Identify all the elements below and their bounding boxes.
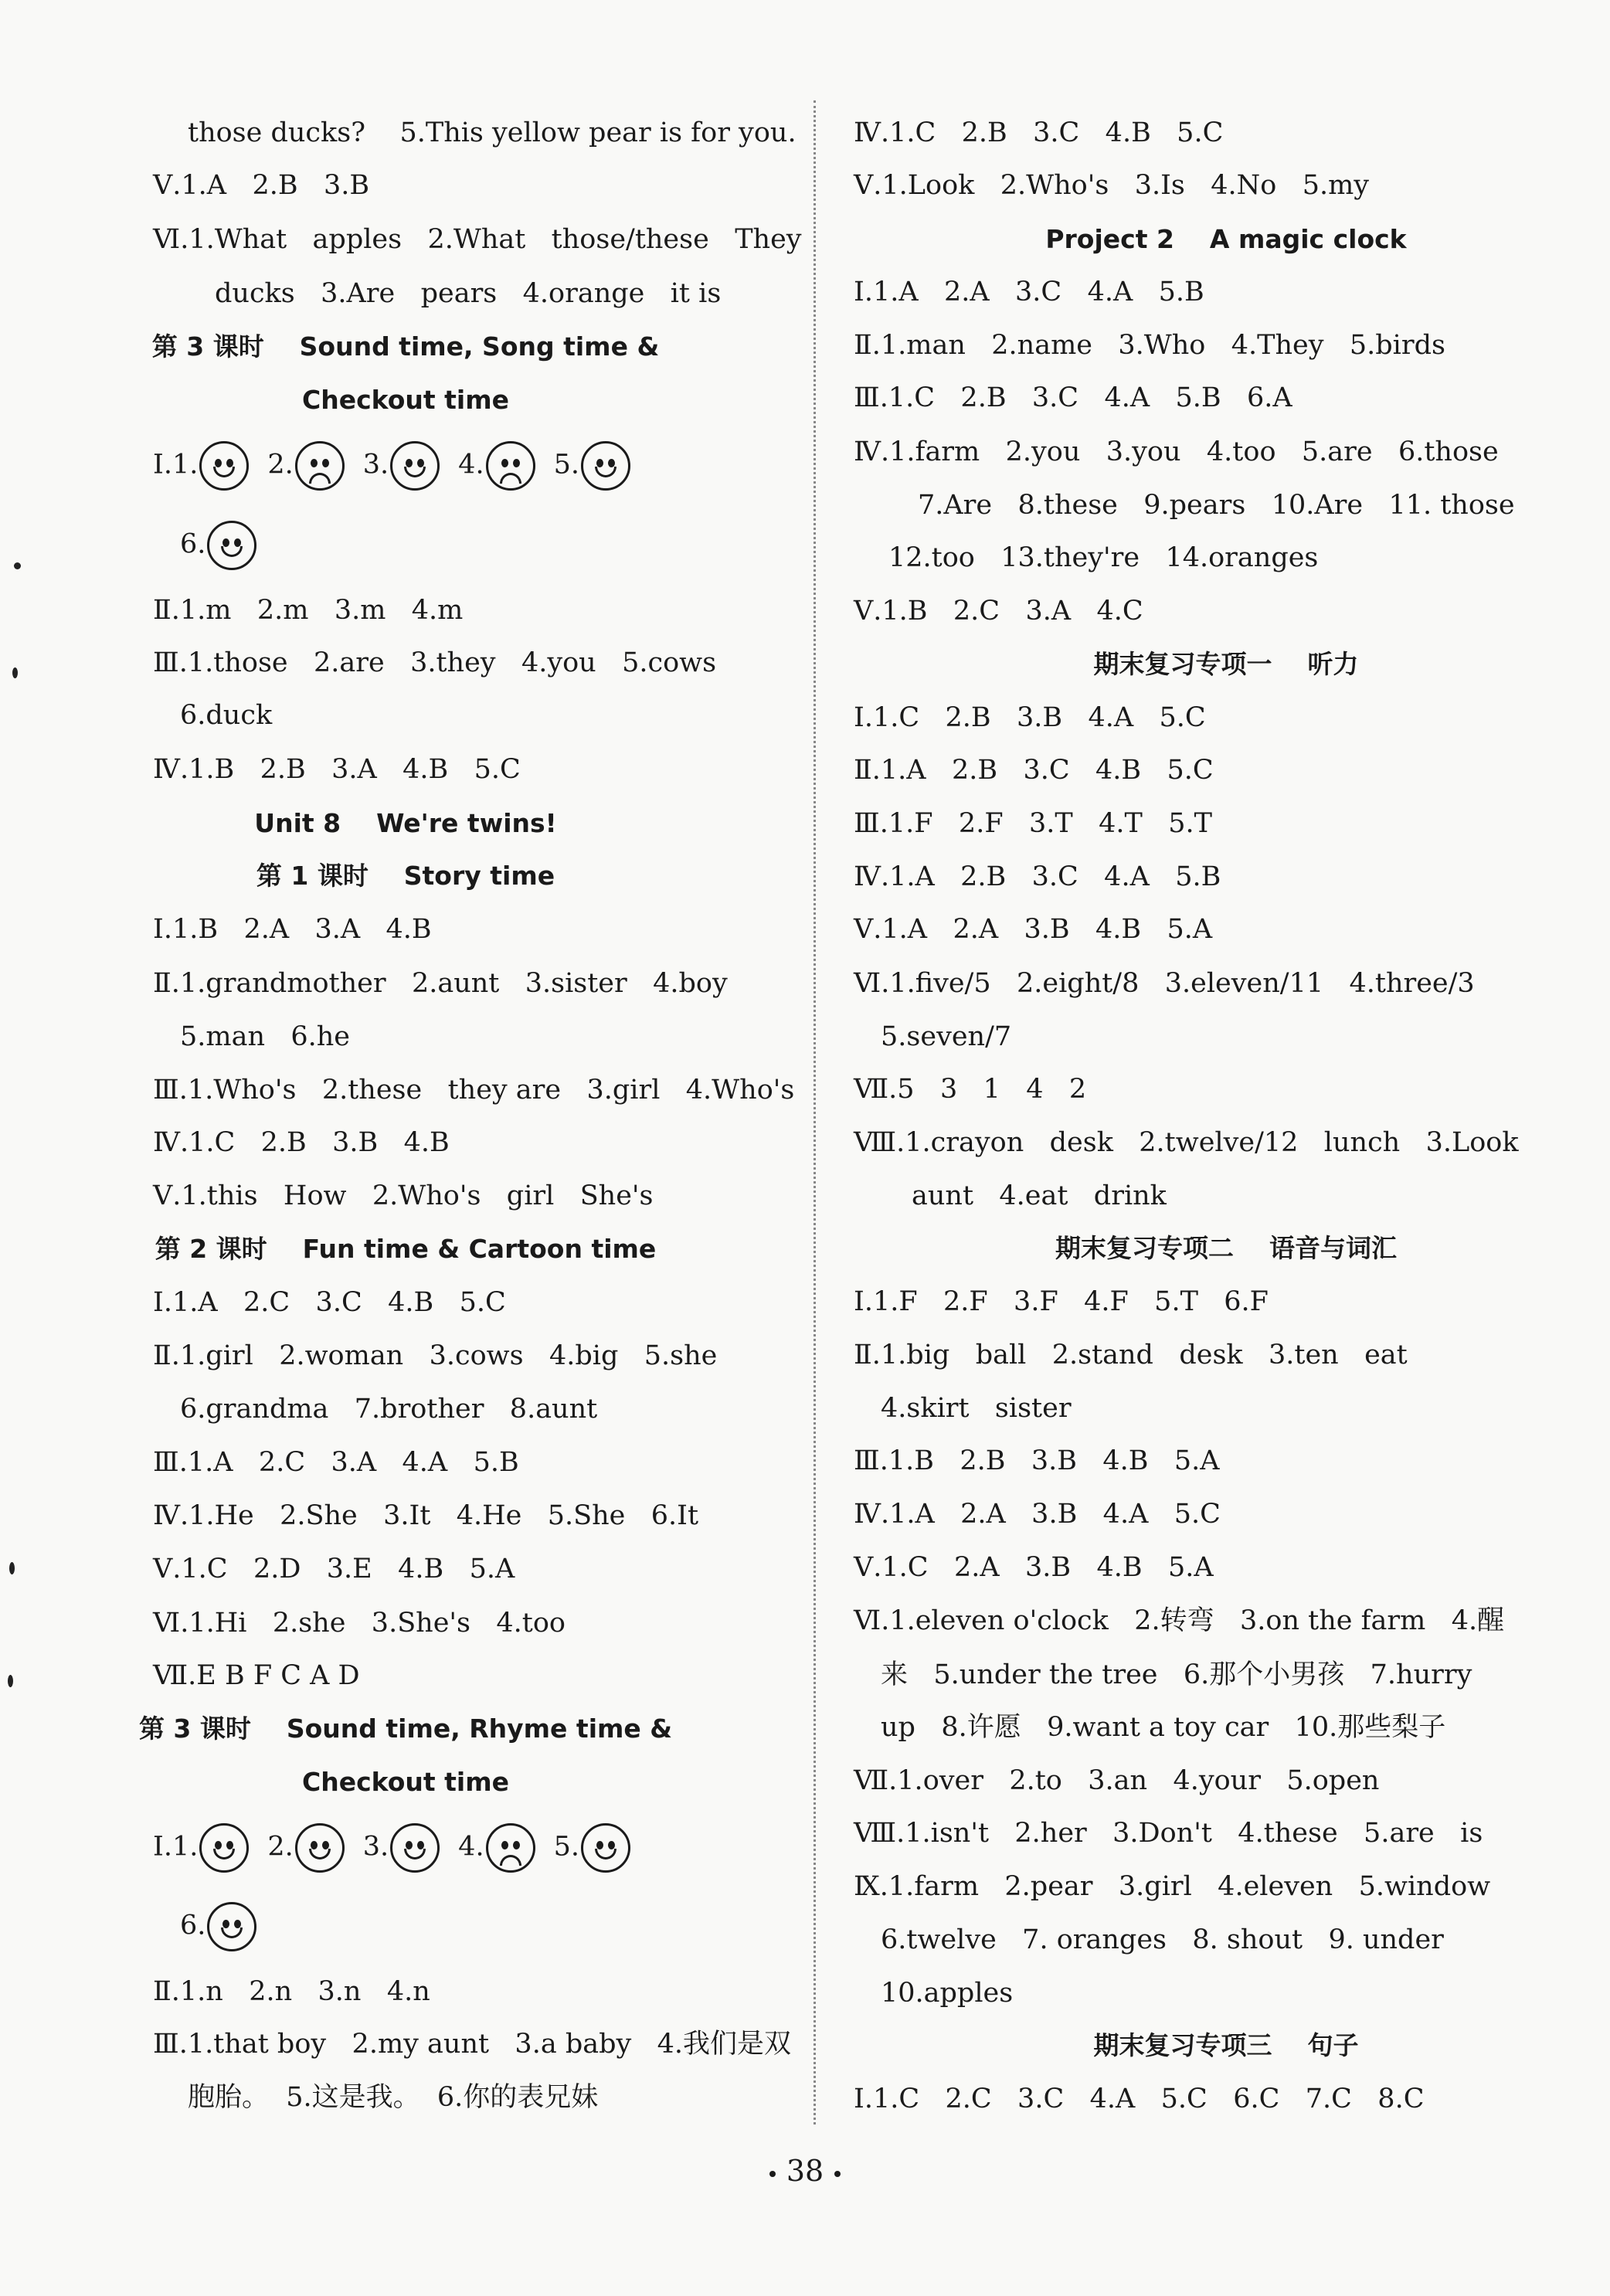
answer-line: 胞胎。 5.这是我。 6.你的表兄妹 — [188, 2082, 599, 2113]
face-answer — [267, 1823, 344, 1873]
face-mouth — [309, 473, 331, 484]
page-number — [0, 2154, 1610, 2188]
answer-line: Ⅱ.1.grandmother 2.aunt 3.sister 4.boy — [153, 968, 728, 999]
answer-line: Ⅰ.1.C 2.B 3.B 4.A 5.C — [854, 702, 1206, 733]
face-answer — [180, 521, 256, 570]
answer-line: Ⅳ.1.C 2.B 3.B 4.B — [153, 1127, 450, 1158]
answer-line: 5.man 6.he — [180, 1021, 351, 1052]
sad-face-icon — [486, 441, 535, 491]
section-heading: 期末复习专项三 句子 — [1093, 2030, 1359, 2060]
answer-line: Ⅱ.1.big ball 2.stand desk 3.ten eat — [854, 1340, 1408, 1370]
section-heading: 第 3 课时 Sound time, Song time & — [151, 331, 660, 362]
answer-line: Ⅴ.1.this How 2.Who's girl She's — [153, 1180, 654, 1211]
face-answer — [180, 1902, 256, 1951]
item-number: 5. — [553, 1831, 579, 1863]
answer-line: Ⅶ.E B F C A D — [153, 1660, 360, 1691]
smiley-face-icon — [199, 1823, 249, 1873]
face-eye — [501, 1841, 508, 1849]
item-number: 5. — [553, 449, 579, 481]
face-eye — [513, 1841, 520, 1849]
answer-line: Ⅳ.1.A 2.B 3.C 4.A 5.B — [854, 861, 1221, 892]
section-heading: Project 2 A magic clock — [1045, 224, 1407, 254]
face-answer-row — [180, 521, 275, 570]
section-heading: Unit 8 We're twins! — [254, 808, 557, 838]
item-number: 1. — [172, 1831, 199, 1863]
answer-line: 来 5.under the tree 6.那个小男孩 7.hurry — [881, 1659, 1472, 1690]
section-heading: 第 2 课时 Fun time & Cartoon time — [155, 1234, 657, 1264]
answer-line: Ⅲ.1.B 2.B 3.B 4.B 5.A — [854, 1445, 1220, 1476]
item-number: 3. — [362, 449, 389, 481]
answer-line: Ⅱ.1.A 2.B 3.C 4.B 5.C — [854, 755, 1214, 786]
item-number: 2. — [267, 1831, 294, 1863]
section-heading: 期末复习专项一 听力 — [1093, 649, 1359, 679]
sad-face-icon — [295, 441, 345, 491]
answer-line: Ⅴ.1.Look 2.Who's 3.Is 4.No 5.my — [854, 170, 1370, 201]
answer-line: Ⅱ.1.n 2.n 3.n 4.n — [153, 1976, 430, 2007]
bullet-dot — [834, 2171, 841, 2177]
question-number: Ⅰ. — [153, 1831, 172, 1863]
face-mouth — [595, 1849, 616, 1860]
answer-line: Ⅰ.1.A 2.C 3.C 4.B 5.C — [153, 1287, 506, 1318]
answer-line: Ⅴ.1.A 2.B 3.B — [153, 170, 370, 201]
face-mouth — [309, 1849, 331, 1860]
scan-speck — [9, 1562, 15, 1574]
answer-line: Ⅵ.1.What apples 2.What those/these They — [153, 224, 802, 255]
smiley-face-icon — [390, 441, 440, 491]
smiley-face-icon — [199, 441, 249, 491]
face-answer — [554, 441, 630, 491]
face-answer-row — [153, 1823, 649, 1873]
answer-line: Ⅲ.1.C 2.B 3.C 4.A 5.B 6.A — [854, 382, 1292, 413]
answer-line: Ⅰ.1.B 2.A 3.A 4.B — [153, 914, 432, 945]
face-answer — [458, 1823, 535, 1873]
face-answer — [554, 1823, 630, 1873]
answer-line: 6.twelve 7. oranges 8. shout 9. under — [881, 1924, 1444, 1955]
face-mouth — [595, 467, 616, 477]
scan-speck — [14, 562, 21, 569]
answer-line: Ⅵ.1.five/5 2.eight/8 3.eleven/11 4.three/3 — [854, 968, 1475, 999]
answer-line: 6.duck — [180, 700, 273, 731]
answer-line: Ⅴ.1.C 2.D 3.E 4.B 5.A — [153, 1554, 515, 1584]
section-heading: 第 1 课时 Story time — [256, 861, 555, 891]
answer-line: Ⅷ.1.isn't 2.her 3.Don't 4.these 5.are is — [854, 1818, 1483, 1849]
answer-line: Ⅸ.1.farm 2.pear 3.girl 4.eleven 5.window — [854, 1871, 1491, 1902]
face-answer-row — [180, 1902, 275, 1951]
answer-line: Ⅶ.1.over 2.to 3.an 4.your 5.open — [854, 1765, 1380, 1796]
face-answer — [363, 1823, 440, 1873]
face-answer-row — [153, 441, 649, 491]
answer-line: 5.seven/7 — [881, 1021, 1012, 1052]
answer-line: Ⅳ.1.C 2.B 3.C 4.B 5.C — [854, 117, 1224, 148]
face-mouth — [404, 467, 426, 477]
item-number: 6. — [180, 528, 206, 560]
answer-line: Ⅲ.1.those 2.are 3.they 4.you 5.cows — [153, 647, 717, 678]
face-eye — [322, 459, 329, 467]
section-heading: 第 3 课时 Sound time, Rhyme time & — [138, 1714, 673, 1744]
answer-line: Ⅲ.1.F 2.F 3.T 4.T 5.T — [854, 808, 1212, 839]
answer-line: up 8.许愿 9.want a toy car 10.那些梨子 — [881, 1712, 1446, 1743]
item-number: 6. — [180, 1910, 206, 1941]
bullet-dot — [769, 2171, 776, 2177]
column-divider — [813, 100, 816, 2124]
face-answer — [458, 441, 535, 491]
scan-speck — [12, 667, 18, 678]
answer-line: Ⅳ.1.farm 2.you 3.you 4.too 5.are 6.those — [854, 436, 1499, 467]
face-eye — [501, 459, 508, 467]
item-number: 3. — [362, 1831, 389, 1863]
answer-line: ducks 3.Are pears 4.orange it is — [215, 278, 722, 309]
answer-line: Ⅱ.1.man 2.name 3.Who 4.They 5.birds — [854, 330, 1445, 361]
smiley-face-icon — [581, 1823, 630, 1873]
face-answer — [363, 441, 440, 491]
face-answer — [172, 441, 249, 491]
answer-line: 6.grandma 7.brother 8.aunt — [180, 1394, 598, 1425]
answer-line: 7.Are 8.these 9.pears 10.Are 11. those — [918, 490, 1515, 521]
answer-line: Ⅴ.1.C 2.A 3.B 4.B 5.A — [854, 1552, 1214, 1583]
answer-line: Ⅴ.1.A 2.A 3.B 4.B 5.A — [854, 914, 1213, 945]
answer-line: those ducks? 5.This yellow pear is for you. — [188, 117, 797, 148]
answer-line: Ⅶ.5 3 1 4 2 — [854, 1074, 1087, 1105]
answer-line: Ⅳ.1.B 2.B 3.A 4.B 5.C — [153, 754, 521, 785]
smiley-face-icon — [207, 521, 256, 570]
smiley-face-icon — [390, 1823, 440, 1873]
answer-line: aunt 4.eat drink — [912, 1180, 1167, 1211]
face-mouth — [221, 546, 243, 557]
answer-line: Ⅲ.1.A 2.C 3.A 4.A 5.B — [153, 1447, 519, 1478]
smiley-face-icon — [295, 1823, 345, 1873]
answer-line: Ⅳ.1.A 2.A 3.B 4.A 5.C — [854, 1499, 1221, 1530]
question-number: Ⅰ. — [153, 449, 172, 481]
face-eye — [513, 459, 520, 467]
section-heading: Checkout time — [302, 385, 509, 415]
answer-line: 4.skirt sister — [881, 1393, 1072, 1424]
item-number: 4. — [458, 449, 484, 481]
section-heading: Checkout time — [302, 1767, 509, 1797]
face-answer — [172, 1823, 249, 1873]
answer-line: Ⅱ.1.m 2.m 3.m 4.m — [153, 595, 464, 626]
face-mouth — [404, 1849, 426, 1860]
answer-line: 10.apples — [881, 1978, 1014, 2009]
smiley-face-icon — [581, 441, 630, 491]
answer-line: Ⅰ.1.C 2.C 3.C 4.A 5.C 6.C 7.C 8.C — [854, 2084, 1425, 2114]
face-eye — [311, 459, 318, 467]
answer-line: Ⅵ.1.Hi 2.she 3.She's 4.too — [153, 1608, 566, 1639]
item-number: 1. — [172, 449, 199, 481]
answer-line: Ⅲ.1.Who's 2.these they are 3.girl 4.Who's — [153, 1075, 795, 1106]
answer-line: Ⅷ.1.crayon desk 2.twelve/12 lunch 3.Look — [854, 1127, 1519, 1158]
section-heading: 期末复习专项二 语音与词汇 — [1055, 1233, 1397, 1263]
item-number: 2. — [267, 449, 294, 481]
face-mouth — [213, 467, 235, 477]
page-number-text: 38 — [786, 2154, 824, 2188]
answer-line: Ⅵ.1.eleven o'clock 2.转弯 3.on the farm 4.醒 — [854, 1605, 1505, 1636]
answer-line: Ⅰ.1.F 2.F 3.F 4.F 5.T 6.F — [854, 1286, 1269, 1317]
smiley-face-icon — [207, 1902, 256, 1951]
sad-face-icon — [486, 1823, 535, 1873]
answer-line: Ⅴ.1.B 2.C 3.A 4.C — [854, 596, 1143, 627]
answer-line: Ⅳ.1.He 2.She 3.It 4.He 5.She 6.It — [153, 1500, 699, 1531]
face-mouth — [500, 1855, 521, 1866]
answer-line: Ⅲ.1.that boy 2.my aunt 3.a baby 4.我们是双 — [153, 2029, 792, 2060]
answer-line: Ⅰ.1.A 2.A 3.C 4.A 5.B — [854, 277, 1204, 307]
scan-speck — [8, 1675, 13, 1687]
face-answer — [267, 441, 344, 491]
face-mouth — [500, 473, 521, 484]
face-mouth — [213, 1849, 235, 1860]
answer-line: 12.too 13.they're 14.oranges — [888, 542, 1319, 573]
answer-line: Ⅱ.1.girl 2.woman 3.cows 4.big 5.she — [153, 1340, 718, 1371]
item-number: 4. — [458, 1831, 484, 1863]
face-mouth — [221, 1927, 243, 1938]
